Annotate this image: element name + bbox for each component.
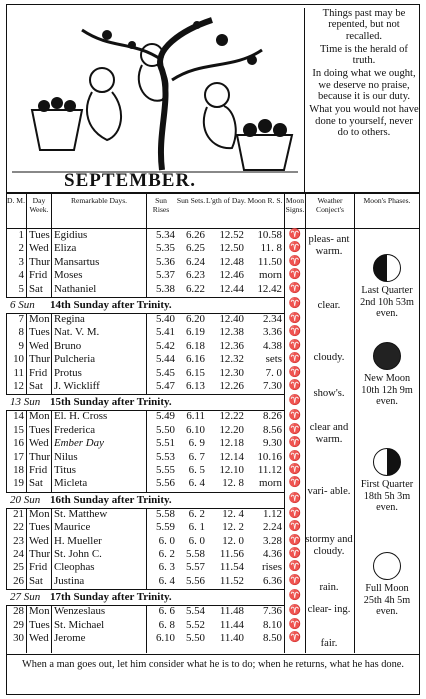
day-of-month: 22 <box>13 521 24 534</box>
calendar-row <box>6 424 284 437</box>
moon-rises-sets: 6.36 <box>262 574 282 587</box>
day-of-week: Sat <box>29 282 43 295</box>
phase-detail: 10th 12h 9m even. <box>361 384 413 407</box>
sun-sets: 6.23 <box>185 269 205 282</box>
day-of-month: 26 <box>13 574 24 587</box>
length-of-day: 12.44 <box>219 282 244 295</box>
zodiac-sign-icon: ♈ <box>288 298 302 309</box>
day-of-month: 9 <box>18 339 24 352</box>
remarkable-day: El. H. Cross <box>54 410 108 423</box>
remarkable-day: Cleophas <box>54 561 95 574</box>
length-of-day: 11.54 <box>219 561 244 574</box>
zodiac-sign-icon: ♈ <box>288 618 302 630</box>
moon-rises-sets: 9.30 <box>262 437 282 450</box>
sunday-row <box>6 589 284 606</box>
remarkable-day: Micleta <box>54 477 88 490</box>
sun-rises: 6. 6 <box>158 605 175 618</box>
sun-rises: 6. 3 <box>158 561 175 574</box>
weather-4: show's. <box>313 388 345 399</box>
zodiac-sign-icon: ♈ <box>288 437 302 449</box>
sun-sets: 6.20 <box>185 313 205 325</box>
length-of-day: 12.26 <box>219 380 244 392</box>
sun-sets: 5.56 <box>185 574 205 587</box>
header-day-week: Day Week. <box>29 196 49 214</box>
sunday-row <box>6 394 284 411</box>
verse-1: Things past may be repented, but not recalled. <box>322 8 406 42</box>
calendar-row <box>6 521 284 534</box>
calendar-row <box>6 575 284 588</box>
sun-sets: 6. 7 <box>188 450 205 463</box>
weather-2: clear. <box>317 300 341 311</box>
header-moon-signs: Moon Signs. <box>285 196 305 214</box>
calendar-row <box>6 256 284 269</box>
remarkable-day: Wenzeslaus <box>54 605 106 618</box>
calendar-row <box>6 508 284 521</box>
sun-rises: 6. 2 <box>158 548 175 560</box>
full-moon-icon <box>373 552 401 580</box>
remarkable-day: St. Matthew <box>54 507 108 520</box>
phase-detail: 25th 4h 5m even. <box>363 594 411 617</box>
sun-rises: 5.49 <box>155 410 175 423</box>
calendar-row <box>6 605 284 618</box>
sun-rises: 5.58 <box>155 507 175 520</box>
moon-rises-sets: 11.12 <box>257 464 282 476</box>
day-of-month: 25 <box>13 561 24 574</box>
sun-sets: 6.22 <box>185 282 205 295</box>
day-of-week: Wed <box>29 632 49 644</box>
sun-rises: 5.56 <box>155 477 175 490</box>
calendar-row <box>6 313 284 326</box>
length-of-day: 12.18 <box>219 437 244 450</box>
moon-rises-sets: 1.12 <box>262 507 282 520</box>
verse-3: In doing what we ought, we deserve no praise, because it is our duty. <box>312 68 416 103</box>
moon-rises-sets: 8.50 <box>262 632 282 644</box>
sun-rises: 5.47 <box>155 380 175 392</box>
moon-rises-sets: 8.56 <box>262 423 282 436</box>
calendar-row <box>6 561 284 574</box>
length-of-day: 12.22 <box>219 410 244 423</box>
day-of-week: Tues <box>29 229 50 241</box>
zodiac-sign-icon: ♈ <box>288 326 302 338</box>
sunday-title: 17th Sunday after Trinity. <box>50 591 172 604</box>
day-of-week: Mon <box>29 313 50 325</box>
cherubs-apple-tree-illustration <box>12 10 298 178</box>
remarkable-day: Nat. V. M. <box>54 326 100 339</box>
moon-rises-sets: 4.36 <box>262 548 282 560</box>
remarkable-day: J. Wickliff <box>54 380 100 392</box>
moon-rises-sets: 8.10 <box>262 618 282 631</box>
day-of-week: Wed <box>29 242 49 255</box>
day-of-week: Wed <box>29 437 49 450</box>
day-of-week: Sat <box>29 574 43 587</box>
day-of-week: Sat <box>29 380 43 392</box>
zodiac-sign-icon: ♈ <box>288 380 302 391</box>
sunday-date: 27 Sun <box>10 591 41 604</box>
sun-sets: 6.11 <box>186 410 205 423</box>
moon-rises-sets: rises <box>262 561 282 574</box>
zodiac-sign-icon: ♈ <box>288 255 302 267</box>
length-of-day: 12. 4 <box>222 507 244 520</box>
moon-rises-sets: 7.30 <box>262 380 282 392</box>
weather-8: rain. <box>319 582 339 593</box>
sun-sets: 6.26 <box>185 229 205 241</box>
sun-sets: 6.13 <box>185 380 205 392</box>
length-of-day: 11.40 <box>219 632 244 644</box>
header-length-of-day: L'gth of Day. <box>206 196 246 205</box>
remarkable-day: St. John C. <box>54 548 102 560</box>
sunday-title: 14th Sunday after Trinity. <box>50 299 172 311</box>
weather-9: clear- ing. <box>307 604 351 615</box>
length-of-day: 11.44 <box>219 618 244 631</box>
sun-sets: 6. 2 <box>188 507 205 520</box>
day-of-week: Tues <box>29 618 50 631</box>
length-of-day: 12.32 <box>219 353 244 366</box>
length-of-day: 12. 0 <box>222 534 244 547</box>
zodiac-sign-icon: ♈ <box>288 423 302 435</box>
sun-rises: 5.38 <box>155 282 175 295</box>
day-of-week: Mon <box>29 605 50 618</box>
remarkable-day: Bruno <box>54 339 82 352</box>
phase-new-moon <box>355 342 419 408</box>
sun-rises: 5.35 <box>155 242 175 255</box>
remarkable-day: Justina <box>54 574 85 587</box>
zodiac-sign-icon: ♈ <box>288 590 302 602</box>
sun-sets: 6.24 <box>185 255 205 268</box>
verse-divider <box>304 8 305 192</box>
footer-proverb: When a man goes out, let him consider what he is to do; when he returns, what he has done. <box>6 654 420 671</box>
moon-rises-sets: 8.26 <box>262 410 282 423</box>
day-of-month: 7 <box>18 313 24 325</box>
remarkable-day: Maurice <box>54 521 91 534</box>
sun-rises: 5.34 <box>155 229 175 241</box>
day-of-month: 10 <box>13 353 24 366</box>
sunday-date: 20 Sun <box>10 493 41 506</box>
zodiac-sign-icon: ♈ <box>288 410 302 422</box>
day-of-month: 17 <box>13 450 24 463</box>
day-of-week: Frid <box>29 561 48 574</box>
sun-sets: 5.50 <box>185 632 205 644</box>
last-quarter-moon-icon <box>373 254 401 282</box>
calendar-row <box>6 326 284 339</box>
day-of-week: Thur <box>29 255 51 268</box>
zodiac-sign-icon: ♈ <box>288 313 302 324</box>
calendar-row <box>6 451 284 464</box>
length-of-day: 12.20 <box>219 423 244 436</box>
table-header <box>6 194 420 229</box>
first-quarter-moon-icon <box>373 448 401 476</box>
day-of-week: Wed <box>29 534 49 547</box>
phase-detail: 18th 5h 3m even. <box>363 490 411 513</box>
zodiac-sign-icon: ♈ <box>288 574 302 586</box>
sun-rises: 5.40 <box>155 313 175 325</box>
verse-column <box>309 8 419 140</box>
day-of-month: 21 <box>13 507 24 520</box>
moon-rises-sets: 11. 8 <box>260 242 282 255</box>
length-of-day: 11.48 <box>219 605 244 618</box>
day-of-month: 12 <box>13 380 24 392</box>
zodiac-sign-icon: ♈ <box>288 492 302 504</box>
remarkable-day: Jerome <box>54 632 86 644</box>
day-of-month: 2 <box>18 242 24 255</box>
phase-full-moon <box>355 552 419 618</box>
zodiac-sign-icon: ♈ <box>288 464 302 475</box>
length-of-day: 12. 8 <box>222 477 244 490</box>
zodiac-sign-icon: ♈ <box>288 534 302 546</box>
weather-6: vari- able. <box>307 486 351 497</box>
day-of-week: Thur <box>29 450 51 463</box>
sun-sets: 6.10 <box>185 423 205 436</box>
sun-sets: 6.18 <box>185 339 205 352</box>
weather-7: stormy and cloudy. <box>305 534 353 557</box>
sun-sets: 5.58 <box>185 548 205 560</box>
remarkable-day: Nilus <box>54 450 78 463</box>
remarkable-day: Regina <box>54 313 85 325</box>
sun-rises: 5.53 <box>155 450 175 463</box>
calendar-row <box>6 548 284 561</box>
calendar-row <box>6 229 284 242</box>
length-of-day: 12.38 <box>219 326 244 339</box>
day-of-week: Thur <box>29 353 51 366</box>
length-of-day: 12.14 <box>219 450 244 463</box>
calendar-row <box>6 410 284 423</box>
remarkable-day: Mansartus <box>54 255 100 268</box>
moon-rises-sets: 2.34 <box>262 313 282 325</box>
remarkable-day: Protus <box>54 366 82 379</box>
zodiac-sign-icon: ♈ <box>288 339 302 351</box>
sunday-title: 15th Sunday after Trinity. <box>50 396 172 409</box>
day-of-month: 15 <box>13 423 24 436</box>
phase-name: First Quarter <box>360 479 414 490</box>
moon-rises-sets: 7. 0 <box>265 366 282 379</box>
length-of-day: 11.56 <box>219 548 244 560</box>
sunday-row <box>6 492 284 509</box>
month-title: SEPTEMBER. <box>64 170 196 191</box>
moon-rises-sets: 12.42 <box>257 282 282 295</box>
moon-rises-sets: 4.38 <box>262 339 282 352</box>
sun-rises: 6. 0 <box>158 534 175 547</box>
length-of-day: 11.52 <box>219 574 244 587</box>
length-of-day: 12. 2 <box>222 521 244 534</box>
zodiac-sign-icon: ♈ <box>288 282 302 294</box>
new-moon-icon <box>373 342 401 370</box>
length-of-day: 12.52 <box>219 229 244 241</box>
phase-name: Last Quarter <box>361 285 413 296</box>
day-of-week: Frid <box>29 269 48 282</box>
remarkable-day: Pulcheria <box>54 353 96 366</box>
sun-rises: 5.45 <box>155 366 175 379</box>
weather-1: pleas- ant warm. <box>308 234 350 257</box>
length-of-day: 12.50 <box>219 242 244 255</box>
moon-rises-sets: morn <box>259 477 282 490</box>
verse-4: What you would not have done to yourself, never do to others. <box>309 104 419 138</box>
moon-rises-sets: 7.36 <box>262 605 282 618</box>
sun-rises: 5.42 <box>155 339 175 352</box>
zodiac-sign-icon: ♈ <box>288 353 302 365</box>
day-of-month: 30 <box>13 632 24 644</box>
length-of-day: 12.36 <box>219 339 244 352</box>
day-of-week: Sat <box>29 477 43 490</box>
sun-rises: 6.10 <box>155 632 175 644</box>
remarkable-day: Eliza <box>54 242 77 255</box>
day-of-month: 4 <box>18 269 24 282</box>
header-day-month: D. M. <box>7 196 25 205</box>
moon-rises-sets: sets <box>265 353 282 366</box>
sun-sets: 6.16 <box>185 353 205 366</box>
length-of-day: 12.48 <box>219 255 244 268</box>
sun-sets: 6. 9 <box>188 437 205 450</box>
zodiac-sign-icon: ♈ <box>288 450 302 462</box>
remarkable-day: Nathaniel <box>54 282 97 295</box>
calendar-row <box>6 269 284 282</box>
sun-sets: 6. 4 <box>188 477 205 490</box>
zodiac-sign-icon: ♈ <box>288 477 302 489</box>
weather-10: fair. <box>320 638 338 649</box>
phase-first-quarter <box>355 448 419 514</box>
moon-rises-sets: 11.50 <box>257 255 282 268</box>
calendar-row <box>6 619 284 632</box>
weather-5: clear and warm. <box>309 422 349 445</box>
sun-sets: 6. 5 <box>188 464 205 476</box>
almanac-page <box>6 4 420 695</box>
moon-rises-sets: 3.28 <box>262 534 282 547</box>
calendar-row <box>6 242 284 255</box>
zodiac-sign-icon: ♈ <box>288 242 302 254</box>
day-of-week: Tues <box>29 423 50 436</box>
sunday-row <box>6 297 284 314</box>
sun-rises: 5.36 <box>155 255 175 268</box>
moon-rises-sets: 10.16 <box>257 450 282 463</box>
calendar-row <box>6 283 284 296</box>
header-weather: Weather Conject's <box>316 196 344 214</box>
sun-rises: 6. 8 <box>158 618 175 631</box>
header-sun-sets: Sun Sets. <box>176 196 206 205</box>
zodiac-sign-icon: ♈ <box>288 507 302 519</box>
day-of-week: Frid <box>29 464 48 476</box>
remarkable-day: St. Michael <box>54 618 105 631</box>
verse-2: Time is the herald of truth. <box>320 43 408 67</box>
day-of-week: Mon <box>29 507 50 520</box>
sun-sets: 6.19 <box>185 326 205 339</box>
sun-rises: 5.41 <box>155 326 175 339</box>
zodiac-sign-icon: ♈ <box>288 366 302 378</box>
day-of-week: Wed <box>29 339 49 352</box>
day-of-month: 28 <box>13 605 24 618</box>
remarkable-day: Frederica <box>54 423 96 436</box>
calendar-row <box>6 380 284 393</box>
sun-sets: 6.25 <box>185 242 205 255</box>
moon-rises-sets: morn <box>259 269 282 282</box>
day-of-month: 1 <box>18 229 24 241</box>
day-of-month: 11 <box>13 366 24 379</box>
day-of-month: 16 <box>13 437 24 450</box>
header-moon-rises-sets: Moon R. S. <box>247 196 283 205</box>
zodiac-sign-icon: ♈ <box>288 561 302 573</box>
moon-rises-sets: 10.58 <box>257 229 282 241</box>
sun-sets: 5.54 <box>185 605 205 618</box>
zodiac-sign-icon: ♈ <box>288 632 302 643</box>
header-moon-phases: Moon's Phases. <box>363 196 411 205</box>
header-sun-rises: Sun Rises <box>152 196 170 214</box>
sun-sets: 6. 1 <box>188 521 205 534</box>
calendar-row <box>6 437 284 450</box>
calendar-row <box>6 464 284 477</box>
sun-rises: 5.51 <box>155 437 175 450</box>
remarkable-day: H. Mueller <box>54 534 102 547</box>
sun-sets: 5.52 <box>185 618 205 631</box>
calendar-row <box>6 477 284 490</box>
moon-rises-sets: 3.36 <box>262 326 282 339</box>
day-of-month: 19 <box>13 477 24 490</box>
weather-3: cloudy. <box>313 352 345 363</box>
length-of-day: 12.10 <box>219 464 244 476</box>
calendar-row <box>6 367 284 380</box>
phase-name: New Moon <box>363 373 411 384</box>
remarkable-day: Titus <box>54 464 77 476</box>
zodiac-sign-icon: ♈ <box>288 395 302 407</box>
day-of-week: Thur <box>29 548 51 560</box>
sun-sets: 5.57 <box>185 561 205 574</box>
phase-detail: 2nd 10h 53m even. <box>360 296 414 319</box>
phase-last-quarter <box>355 254 419 320</box>
day-of-month: 8 <box>18 326 24 339</box>
sunday-date: 6 Sun <box>10 299 35 311</box>
sunday-title: 16th Sunday after Trinity. <box>50 493 172 506</box>
header-panel <box>6 4 420 194</box>
calendar-row <box>6 340 284 353</box>
calendar-row <box>6 353 284 366</box>
zodiac-sign-icon: ♈ <box>288 548 302 559</box>
day-of-month: 3 <box>18 255 24 268</box>
sun-sets: 6.15 <box>185 366 205 379</box>
day-of-week: Tues <box>29 326 50 339</box>
sun-rises: 5.55 <box>155 464 175 476</box>
moon-rises-sets: 2.24 <box>262 521 282 534</box>
day-of-month: 23 <box>13 534 24 547</box>
day-of-week: Mon <box>29 410 50 423</box>
sun-rises: 6. 4 <box>158 574 175 587</box>
zodiac-sign-icon: ♈ <box>288 605 302 617</box>
day-of-month: 14 <box>13 410 24 423</box>
sun-rises: 5.50 <box>155 423 175 436</box>
calendar-row <box>6 535 284 548</box>
sunday-date: 13 Sun <box>10 396 41 409</box>
zodiac-sign-icon: ♈ <box>288 269 302 281</box>
remarkable-day: Egidius <box>54 229 88 241</box>
sun-rises: 5.37 <box>155 269 175 282</box>
day-of-week: Tues <box>29 521 50 534</box>
sun-rises: 5.44 <box>155 353 175 366</box>
phase-name: Full Moon <box>365 583 409 594</box>
zodiac-sign-icon: ♈ <box>288 521 302 533</box>
day-of-week: Frid <box>29 366 48 379</box>
calendar-row <box>6 632 284 645</box>
day-of-month: 5 <box>18 282 24 295</box>
day-of-month: 18 <box>13 464 24 476</box>
length-of-day: 12.40 <box>219 313 244 325</box>
length-of-day: 12.30 <box>219 366 244 379</box>
remarkable-day: Ember Day <box>54 437 104 450</box>
sun-rises: 5.59 <box>155 521 175 534</box>
length-of-day: 12.46 <box>219 269 244 282</box>
remarkable-day: Moses <box>54 269 83 282</box>
day-of-month: 24 <box>13 548 24 560</box>
day-of-month: 29 <box>13 618 24 631</box>
zodiac-sign-icon: ♈ <box>288 229 302 240</box>
header-remarkable-days: Remarkable Days. <box>70 196 128 205</box>
sun-sets: 6. 0 <box>188 534 205 547</box>
